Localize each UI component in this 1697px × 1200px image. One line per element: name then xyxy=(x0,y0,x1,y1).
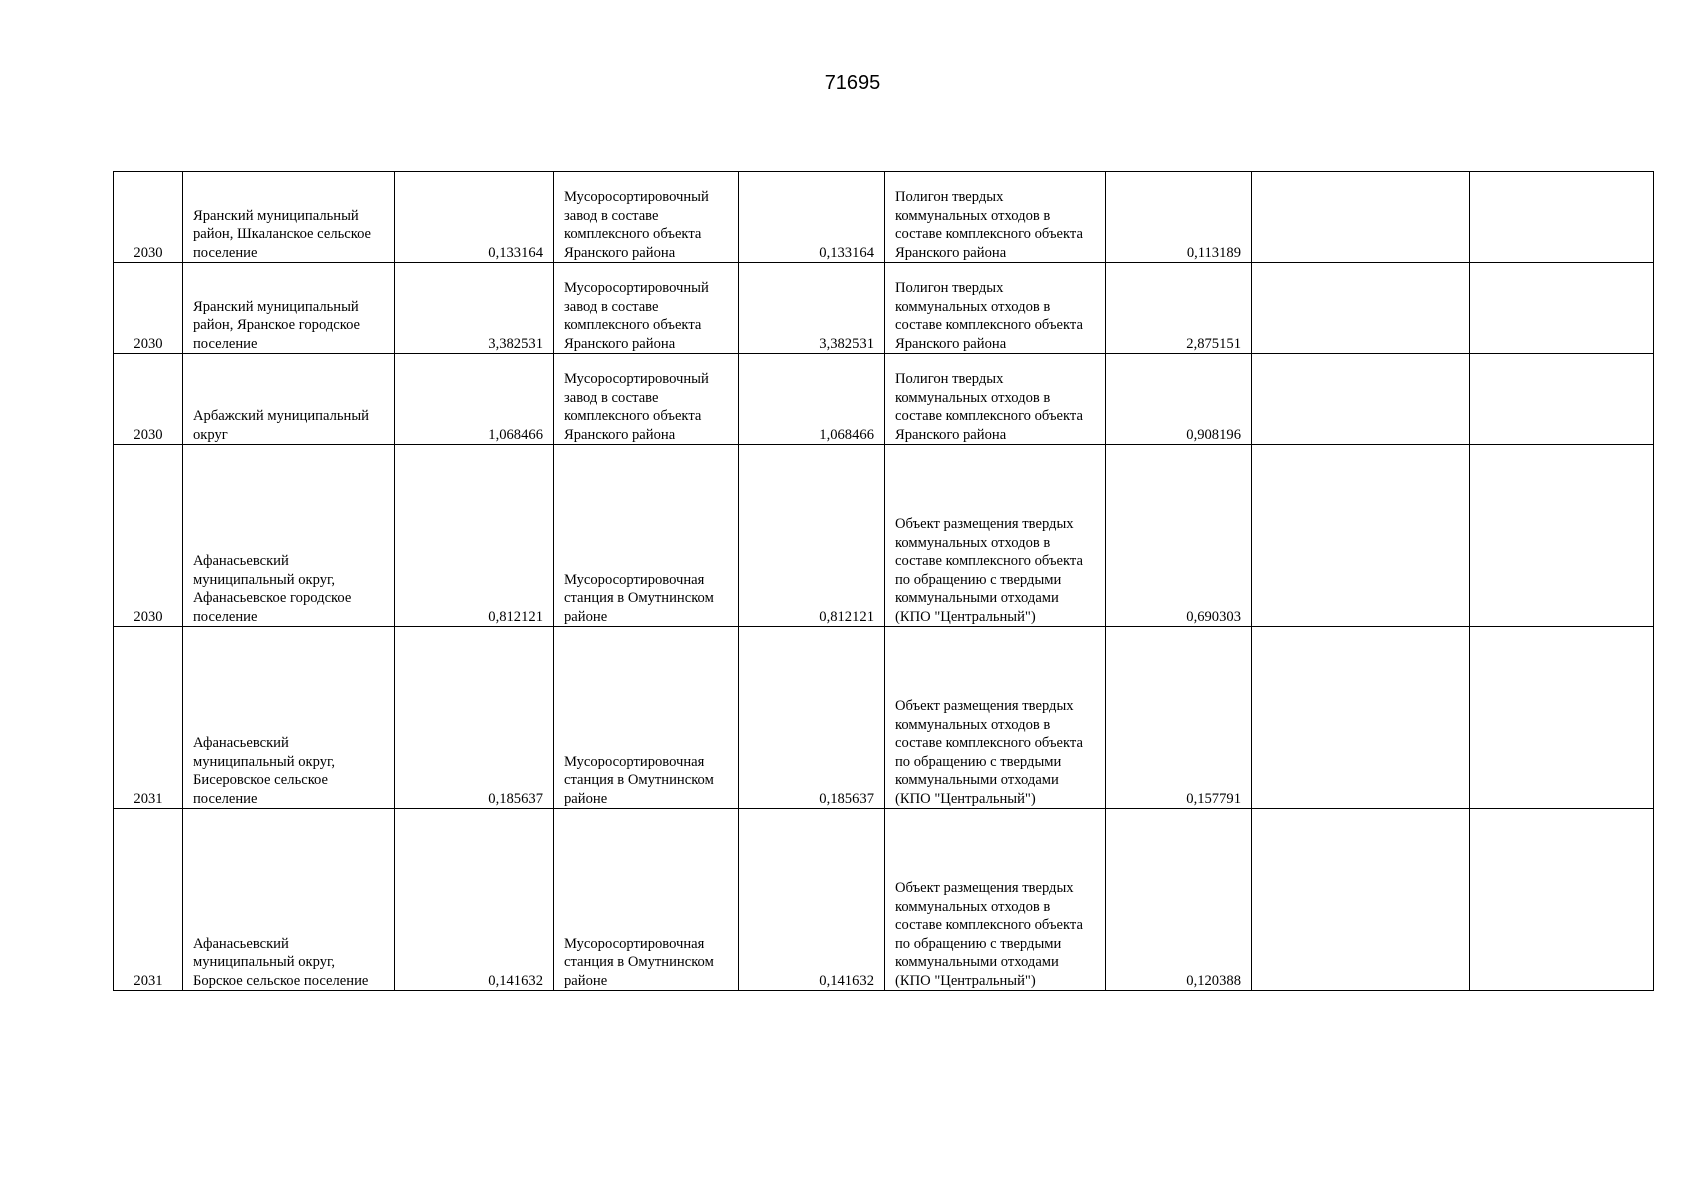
facility-cell: Объект размещения твердых коммунальных отходов в составе комплексного объекта по обращению с твердыми коммунальными отходами (КПО "Центральный") xyxy=(885,809,1106,991)
value-cell: 0,141632 xyxy=(739,809,885,991)
empty-cell xyxy=(1470,445,1654,627)
facility-cell: Мусоросортировочный завод в составе комплексного объекта Яранского района xyxy=(554,354,739,445)
value-cell: 0,120388 xyxy=(1106,809,1252,991)
value-cell: 0,141632 xyxy=(395,809,554,991)
territory-cell: Афанасьевский муниципальный округ, Борское сельское поселение xyxy=(183,809,395,991)
value-cell: 2,875151 xyxy=(1106,263,1252,354)
value-cell: 0,690303 xyxy=(1106,445,1252,627)
facility-cell: Мусоросортировочный завод в составе комплексного объекта Яранского района xyxy=(554,263,739,354)
facility-cell: Полигон твердых коммунальных отходов в составе комплексного объекта Яранского района xyxy=(885,172,1106,263)
territory-cell: Яранский муниципальный район, Шкаланское сельское поселение xyxy=(183,172,395,263)
empty-cell xyxy=(1470,627,1654,809)
table-row xyxy=(114,354,1654,445)
table-row xyxy=(114,627,1654,809)
table-row xyxy=(114,263,1654,354)
empty-cell xyxy=(1470,354,1654,445)
empty-cell xyxy=(1252,809,1470,991)
value-cell: 0,133164 xyxy=(739,172,885,263)
waste-flow-table xyxy=(113,171,1654,991)
territory-cell: Афанасьевский муниципальный округ, Бисеровское сельское поселение xyxy=(183,627,395,809)
facility-cell: Объект размещения твердых коммунальных отходов в составе комплексного объекта по обращению с твердыми коммунальными отходами (КПО "Центральный") xyxy=(885,627,1106,809)
value-cell: 3,382531 xyxy=(395,263,554,354)
year-cell: 2031 xyxy=(114,809,183,991)
empty-cell xyxy=(1470,809,1654,991)
territory-cell: Арбажский муниципальный округ xyxy=(183,354,395,445)
empty-cell xyxy=(1252,354,1470,445)
value-cell: 0,133164 xyxy=(395,172,554,263)
facility-cell: Полигон твердых коммунальных отходов в составе комплексного объекта Яранского района xyxy=(885,354,1106,445)
value-cell: 0,157791 xyxy=(1106,627,1252,809)
facility-cell: Объект размещения твердых коммунальных отходов в составе комплексного объекта по обращению с твердыми коммунальными отходами (КПО "Центральный") xyxy=(885,445,1106,627)
year-cell: 2030 xyxy=(114,445,183,627)
year-cell: 2030 xyxy=(114,172,183,263)
facility-cell: Мусоросортировочная станция в Омутнинском районе xyxy=(554,445,739,627)
value-cell: 3,382531 xyxy=(739,263,885,354)
territory-cell: Яранский муниципальный район, Яранское городское поселение xyxy=(183,263,395,354)
year-cell: 2031 xyxy=(114,627,183,809)
value-cell: 0,812121 xyxy=(395,445,554,627)
value-cell: 0,812121 xyxy=(739,445,885,627)
table-row xyxy=(114,172,1654,263)
territory-cell: Афанасьевский муниципальный округ, Афанасьевское городское поселение xyxy=(183,445,395,627)
facility-cell: Мусоросортировочная станция в Омутнинском районе xyxy=(554,809,739,991)
page-number: 71695 xyxy=(824,72,881,94)
empty-cell xyxy=(1470,263,1654,354)
facility-cell: Мусоросортировочный завод в составе комплексного объекта Яранского района xyxy=(554,172,739,263)
year-cell: 2030 xyxy=(114,263,183,354)
value-cell: 0,185637 xyxy=(395,627,554,809)
value-cell: 0,908196 xyxy=(1106,354,1252,445)
empty-cell xyxy=(1252,627,1470,809)
empty-cell xyxy=(1252,445,1470,627)
empty-cell xyxy=(1252,172,1470,263)
value-cell: 0,113189 xyxy=(1106,172,1252,263)
table-row xyxy=(114,445,1654,627)
facility-cell: Мусоросортировочная станция в Омутнинском районе xyxy=(554,627,739,809)
empty-cell xyxy=(1252,263,1470,354)
year-cell: 2030 xyxy=(114,354,183,445)
empty-cell xyxy=(1470,172,1654,263)
facility-cell: Полигон твердых коммунальных отходов в составе комплексного объекта Яранского района xyxy=(885,263,1106,354)
value-cell: 0,185637 xyxy=(739,627,885,809)
table-row xyxy=(114,809,1654,991)
value-cell: 1,068466 xyxy=(395,354,554,445)
value-cell: 1,068466 xyxy=(739,354,885,445)
